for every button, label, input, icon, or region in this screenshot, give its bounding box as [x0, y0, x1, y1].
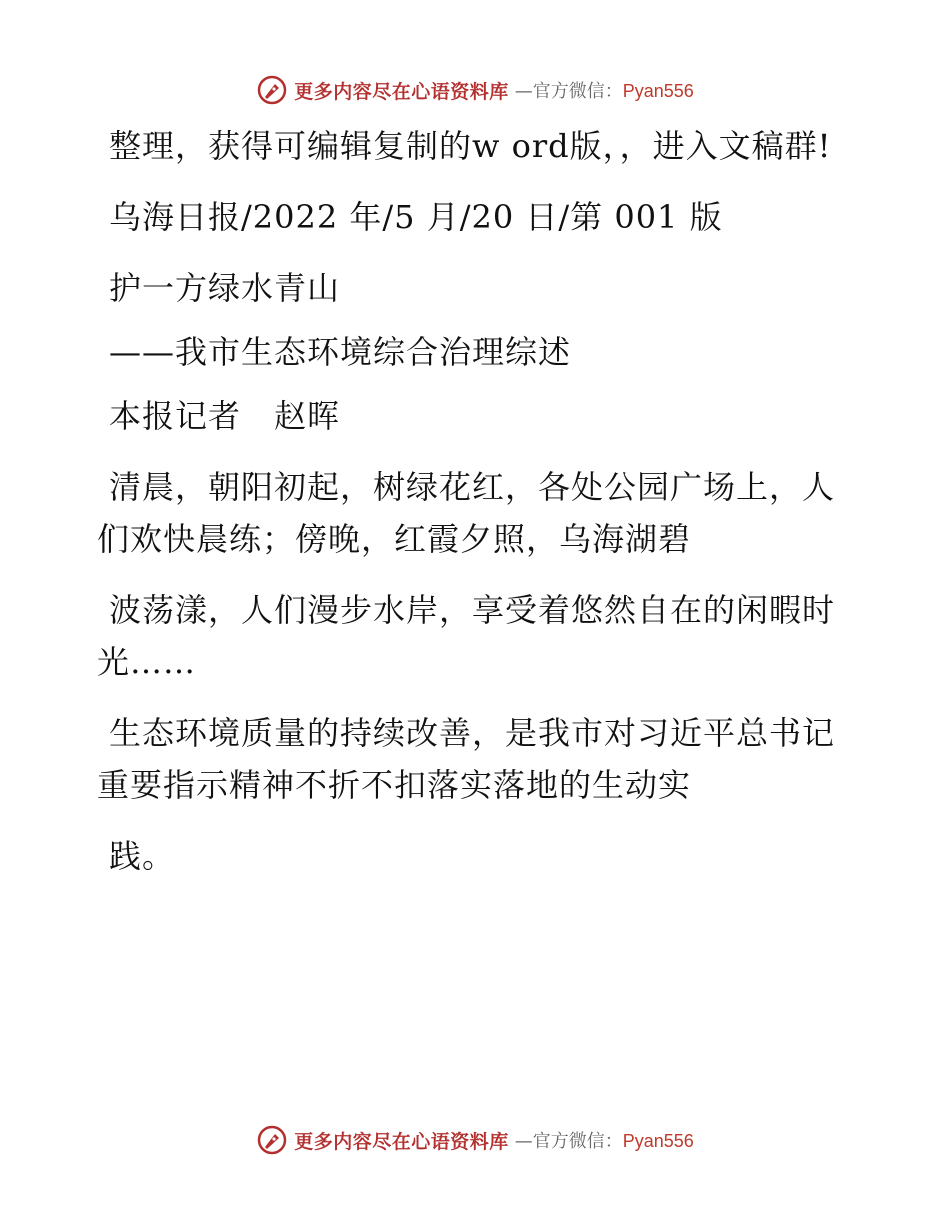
header-watermark: [0, 70, 950, 110]
watermark-title: 更多内容尽在心语资料库: [294, 80, 509, 103]
watermark-wechat-id: Pyan556: [622, 81, 694, 101]
body-paragraph: 波荡漾，人们漫步水岸，享受着悠然自在的闲暇时光……: [97, 591, 836, 681]
watermark-separator: —官方微信：: [514, 81, 623, 102]
fountain-pen-nib-icon: [256, 74, 288, 106]
fountain-pen-nib-icon: [256, 1124, 288, 1156]
watermark-separator: —官方微信：: [514, 1131, 623, 1152]
watermark-contact: [515, 77, 694, 103]
article-subtitle: ——我市生态环境综合治理综述: [109, 333, 572, 371]
watermark-title: 更多内容尽在心语资料库: [294, 1130, 509, 1153]
document-body: [97, 120, 837, 901]
body-paragraph: 践。: [109, 837, 176, 875]
body-paragraph: 生态环境质量的持续改善，是我市对习近平总书记重要指示精神不折不扣落实落地的生动实: [97, 714, 836, 804]
article-title: 护一方绿水青山: [109, 269, 341, 307]
body-paragraph: 清晨，朝阳初起，树绿花红，各处公园广场上，人们欢快晨练；傍晚，红霞夕照，乌海湖碧: [97, 468, 836, 558]
publication-info: 乌海日报/2022 年/5 月/20 日/第 001 版: [109, 198, 723, 236]
watermark-contact: [515, 1127, 694, 1153]
intro-note: 整理，获得可编辑复制的w ord版，，进入文稿群!: [109, 127, 832, 165]
article-byline: 本报记者 赵晖: [109, 397, 341, 435]
watermark-wechat-id: Pyan556: [622, 1131, 694, 1151]
footer-watermark: [0, 1120, 950, 1160]
